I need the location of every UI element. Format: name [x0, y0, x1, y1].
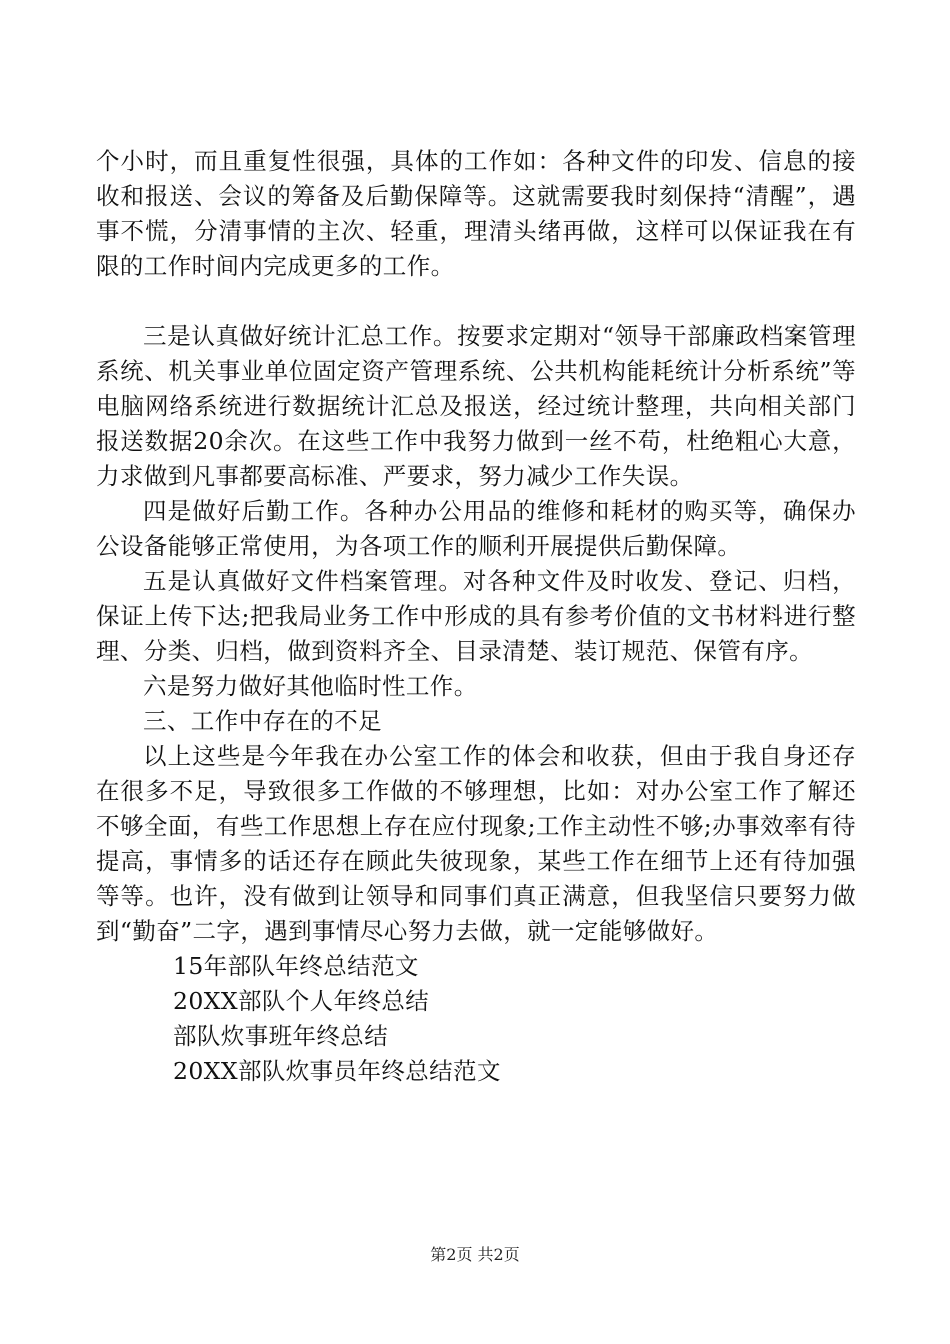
paragraph-continued: 个小时，而且重复性很强，具体的工作如：各种文件的印发、信息的接收和报送、会议的筹备及后勤保障等。这就需要我时刻保持“清醒”，遇事不慌，分清事情的主次、轻重，理清头绪再做，这样可以保证我在有限的工作时间内完成更多的工作。: [96, 147, 856, 280]
page-number-footer: 第2页 共2页: [430, 1245, 520, 1264]
paragraph-archives: 五是认真做好文件档案管理。对各种文件及时收发、登记、归档，保证上传下达;把我局业务工作中形成的具有参考价值的文书材料进行整理、分类、归档，做到资料齐全、目录清楚、装订规范、保管有序。: [96, 567, 856, 665]
related-link[interactable]: 15年部队年终总结范文: [173, 952, 419, 980]
paragraph-shortcomings: 以上这些是今年我在办公室工作的体会和收获，但由于我自身还存在很多不足，导致很多工作做的不够理想，比如：对办公室工作了解还不够全面，有些工作思想上存在应付现象;工作主动性不够;办事效率有待提高，事情多的话还存在顾此失彼现象，某些工作在细节上还有待加强等等。也许，没有做到让领导和同事们真正满意，但我坚信只要努力做到“勤奋”二字，遇到事情尽心努力去做，就一定能够做好。: [96, 742, 856, 945]
section-heading-shortcomings: 三、工作中存在的不足: [143, 707, 382, 735]
paragraph-statistics: 三是认真做好统计汇总工作。按要求定期对“领导干部廉政档案管理系统、机关事业单位固定资产管理系统、公共机构能耗统计分析系统”等电脑网络系统进行数据统计汇总及报送，经过统计整理，共向相关部门报送数据20余次。在这些工作中我努力做到一丝不苟，杜绝粗心大意，力求做到凡事都要高标准、严要求，努力减少工作失误。: [96, 322, 856, 490]
document-body: [96, 144, 856, 1089]
paragraph-logistics: 四是做好后勤工作。各种办公用品的维修和耗材的购买等，确保办公设备能够正常使用，为各项工作的顺利开展提供后勤保障。: [96, 497, 856, 560]
paragraph-temporary-work: 六是努力做好其他临时性工作。: [143, 672, 478, 700]
related-link[interactable]: 部队炊事班年终总结: [173, 1022, 389, 1050]
related-link[interactable]: 20XX部队个人年终总结: [173, 987, 430, 1015]
related-link[interactable]: 20XX部队炊事员年终总结范文: [173, 1057, 501, 1085]
related-links-list: [96, 949, 856, 1089]
